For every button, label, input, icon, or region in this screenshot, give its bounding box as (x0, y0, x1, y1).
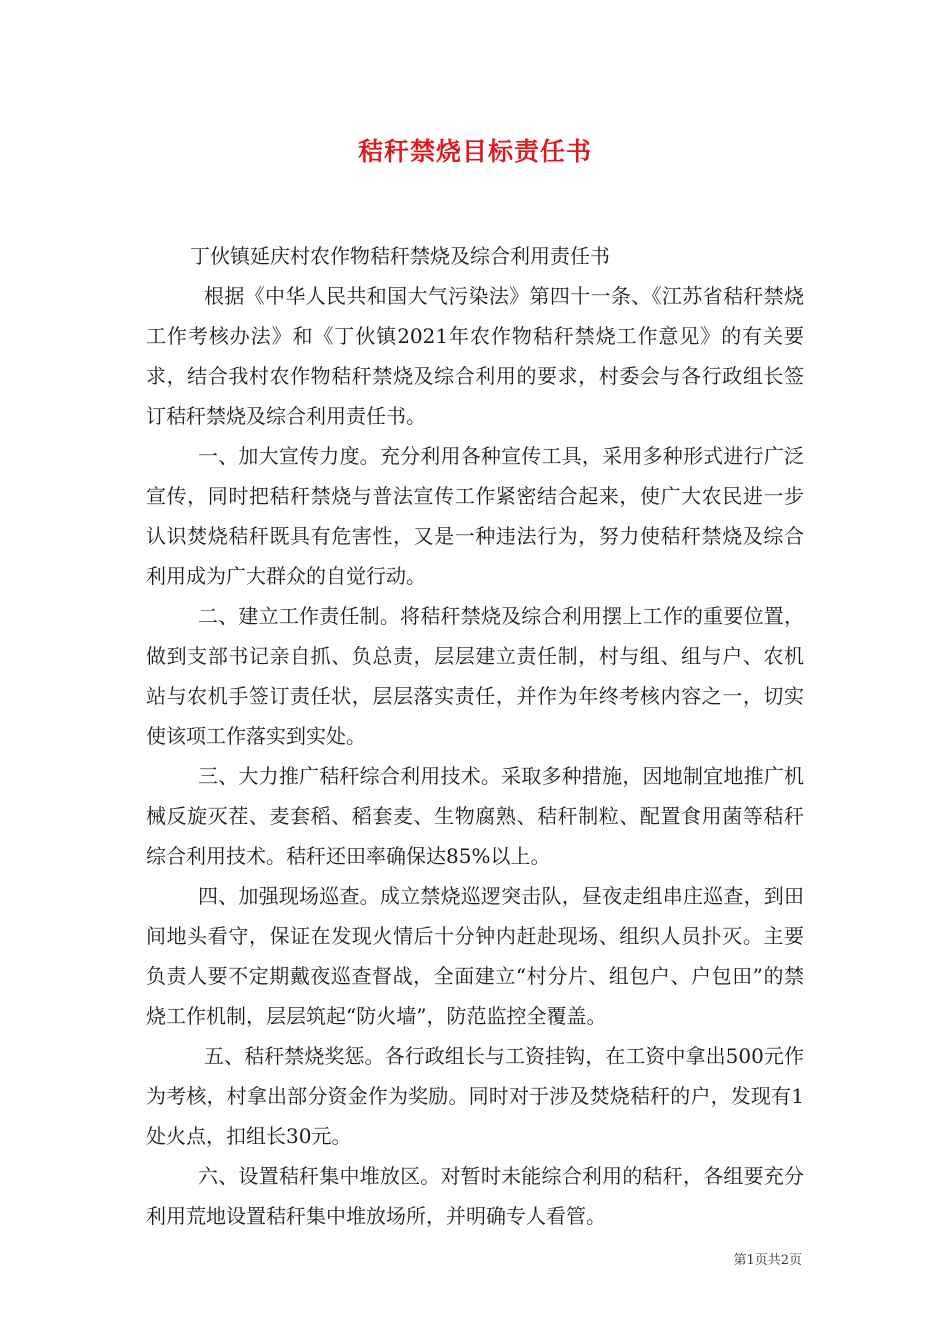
paragraph-section-6: 六、设置秸秆集中堆放区。对暂时未能综合利用的秸秆，各组要充分利用荒地设置秸秆集中堆放场所，并明确专人看管。 (146, 1164, 804, 1228)
page-number: 第1页共2页 (733, 1253, 802, 1268)
page-title: 秸秆禁烧目标责任书 (357, 137, 592, 166)
document-subtitle: 丁伙镇延庆村农作物秸秆禁烧及综合利用责任书 (190, 244, 610, 268)
paragraph-section-3: 三、大力推广秸秆综合利用技术。采取多种措施，因地制宜地推广机械反旋灭茬、麦套稻、稻套麦、生物腐熟、秸秆制粒、配置食用菌等秸秆综合利用技术。秸秆还田率确保达85%以上。 (146, 764, 804, 868)
paragraph-section-2: 二、建立工作责任制。将秸秆禁烧及综合利用摆上工作的重要位置，做到支部书记亲自抓、负总责，层层建立责任制，村与组、组与户、农机站与农机手签订责任状，层层落实责任，并作为年终考核内容之一，切实使该项工作落实到实处。 (146, 604, 804, 748)
paragraph-section-5: 五、秸秆禁烧奖惩。各行政组长与工资挂钩，在工资中拿出500元作为考核，村拿出部分资金作为奖励。同时对于涉及焚烧秸秆的户，发现有1处火点，扣组长30元。 (146, 1044, 804, 1148)
paragraph-section-1: 一、加大宣传力度。充分利用各种宣传工具，采用多种形式进行广泛宣传，同时把秸秆禁烧与普法宣传工作紧密结合起来，使广大农民进一步认识焚烧秸秆既具有危害性，又是一种违法行为，努力使秸秆禁烧及综合利用成为广大群众的自觉行动。 (146, 444, 804, 588)
paragraph-intro: 根据《中华人民共和国大气污染法》第四十一条、《江苏省秸秆禁烧工作考核办法》和《丁伙镇2021年农作物秸秆禁烧工作意见》的有关要求，结合我村农作物秸秆禁烧及综合利用的要求，村委会与各行政组长签订秸秆禁烧及综合利用责任书。 (146, 284, 804, 428)
document-body (146, 236, 804, 1236)
paragraph-section-4: 四、加强现场巡查。成立禁烧巡逻突击队，昼夜走组串庄巡查，到田间地头看守，保证在发现火情后十分钟内赶赴现场、组织人员扑灭。主要负责人要不定期戴夜巡查督战，全面建立“村分片、组包户、户包田”的禁烧工作机制，层层筑起“防火墙”，防范监控全覆盖。 (146, 884, 804, 1028)
